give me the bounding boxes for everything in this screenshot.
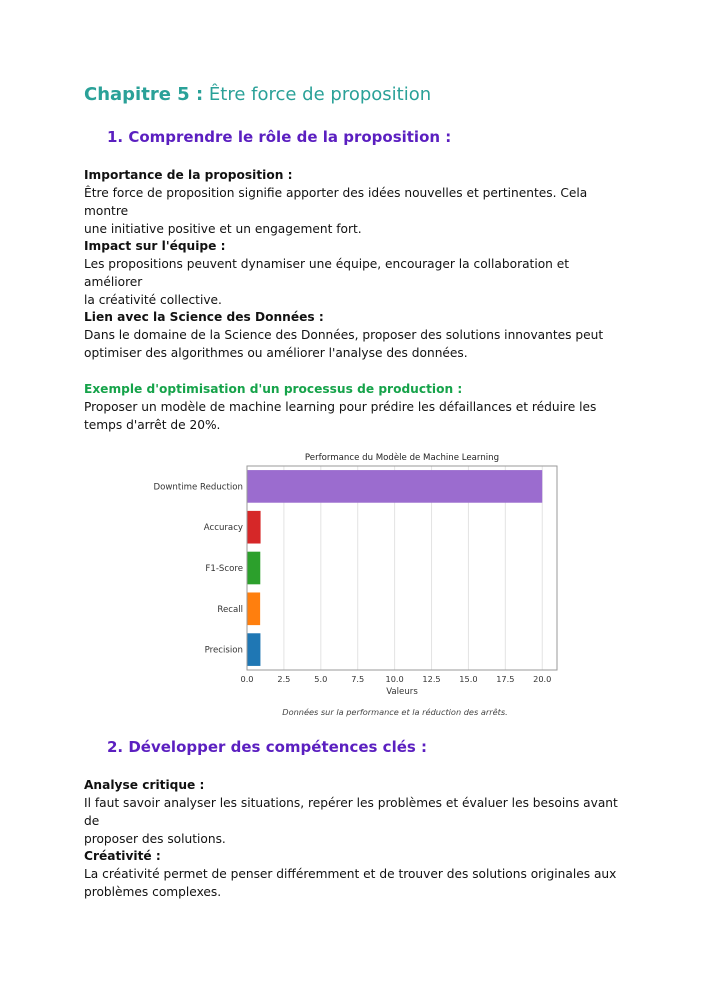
chapter-name: Être force de proposition [208, 84, 432, 105]
x-tick-label: 0.0 [240, 674, 254, 684]
chart-caption: Données sur la performance et la réduction des arrêts. [282, 707, 508, 717]
paragraph-label: Analyse critique : [84, 778, 205, 792]
x-tick-label: 20.0 [533, 674, 552, 684]
performance-chart [140, 446, 570, 721]
x-tick-label: 7.5 [351, 674, 365, 684]
paragraph-line: optimiser des algorithmes ou améliorer l'analyse des données. [84, 346, 468, 360]
x-tick-label: 2.5 [277, 674, 291, 684]
paragraph-line: Dans le domaine de la Science des Données, proposer des solutions innovantes peut [84, 328, 604, 342]
paragraph-importance [84, 166, 624, 238]
bar-downtime-reduction [247, 470, 542, 503]
paragraph-line: Proposer un modèle de machine learning pour prédire les défaillances et réduire les [84, 400, 597, 414]
paragraph-line: problèmes complexes. [84, 885, 222, 899]
bar-precision [247, 633, 260, 666]
y-tick-label: Precision [204, 645, 243, 656]
paragraph-line: Être force de proposition signifie apporter des idées nouvelles et pertinentes. Cela montre [84, 186, 588, 218]
x-tick-label: 5.0 [314, 674, 328, 684]
chart-svg [140, 446, 570, 721]
paragraph-line: une initiative positive et un engagement fort. [84, 222, 362, 236]
chapter-title [84, 84, 431, 105]
example-label: Exemple d'optimisation d'un processus de production : [84, 382, 463, 396]
x-tick-label: 10.0 [385, 674, 404, 684]
section-2-heading: 2. Développer des compétences clés : [107, 738, 428, 756]
chapter-number: Chapitre 5 : [84, 84, 204, 105]
paragraph-line: Les propositions peuvent dynamiser une équipe, encourager la collaboration et améliorer [84, 257, 570, 289]
y-tick-label: Downtime Reduction [153, 482, 243, 493]
paragraph-data-science [84, 308, 624, 362]
bar-f1-score [247, 552, 260, 585]
y-tick-label: F1-Score [205, 564, 243, 574]
paragraph-label: Impact sur l'équipe : [84, 239, 226, 253]
y-tick-labels [154, 482, 243, 655]
x-tick-labels [240, 674, 551, 684]
paragraph-label: Lien avec la Science des Données : [84, 310, 324, 324]
x-tick-label: 15.0 [459, 674, 478, 684]
paragraph-line: Il faut savoir analyser les situations, repérer les problèmes et évaluer les besoins avant de [84, 796, 618, 828]
y-tick-label: Recall [217, 604, 243, 615]
paragraph-label: Importance de la proposition : [84, 168, 293, 182]
paragraph-line: proposer des solutions. [84, 832, 226, 846]
x-tick-label: 12.5 [422, 674, 441, 684]
paragraph-label: Créativité : [84, 849, 161, 863]
bar-recall [247, 592, 260, 625]
x-axis-label: Valeurs [386, 687, 418, 697]
paragraph-critical-analysis [84, 776, 624, 848]
x-tick-label: 17.5 [496, 674, 515, 684]
paragraph-line: temps d'arrêt de 20%. [84, 418, 221, 432]
chart-title: Performance du Modèle de Machine Learning [304, 453, 500, 463]
y-tick-label: Accuracy [203, 523, 243, 534]
paragraph-impact [84, 237, 624, 309]
bar-accuracy [247, 511, 261, 544]
paragraph-example [84, 380, 624, 434]
paragraph-line: la créativité collective. [84, 293, 222, 307]
paragraph-creativity [84, 847, 624, 901]
section-1-heading: 1. Comprendre le rôle de la proposition : [107, 128, 452, 146]
paragraph-line: La créativité permet de penser différemment et de trouver des solutions originales aux [84, 867, 617, 881]
